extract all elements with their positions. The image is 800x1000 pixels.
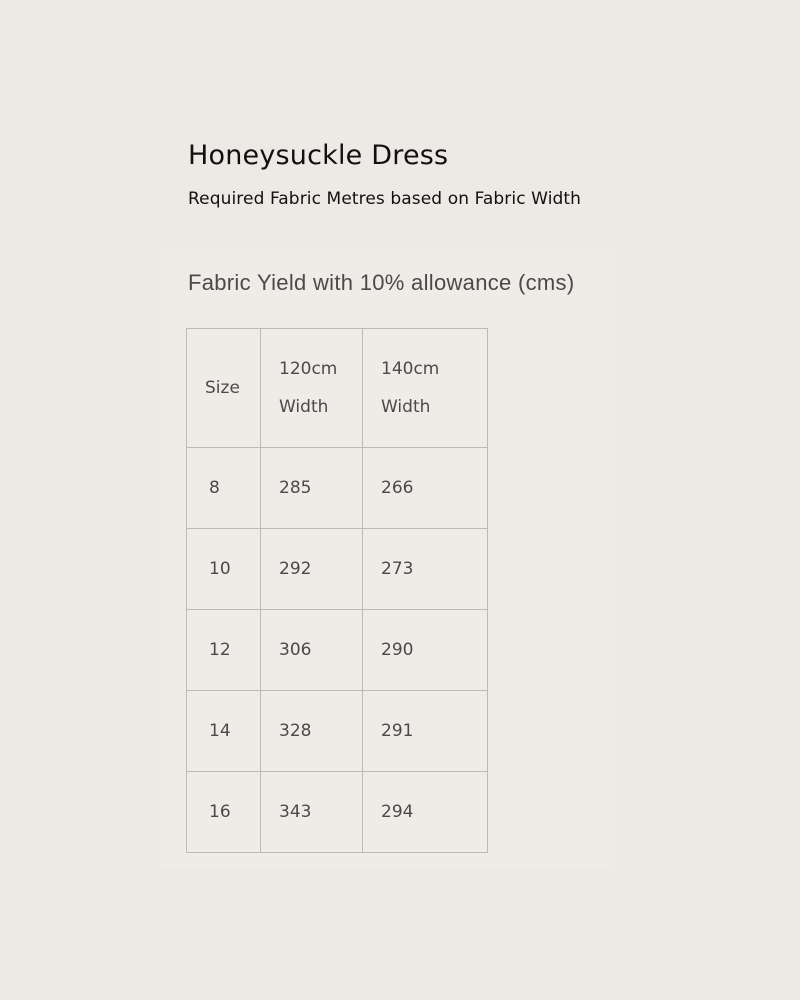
table-row (187, 448, 488, 529)
page-title: Honeysuckle Dress (188, 140, 449, 171)
table-caption: Fabric Yield with 10% allowance (cms) (188, 270, 575, 295)
table-header-row (187, 329, 488, 448)
cell-size: 12 (187, 610, 261, 691)
cell-120cm: 343 (261, 772, 363, 853)
cell-size: 8 (187, 448, 261, 529)
cell-size: 14 (187, 691, 261, 772)
table-row (187, 529, 488, 610)
column-header-size: Size (187, 329, 261, 448)
fabric-yield-table (186, 328, 488, 853)
cell-140cm: 290 (363, 610, 488, 691)
cell-140cm: 294 (363, 772, 488, 853)
cell-140cm: 291 (363, 691, 488, 772)
cell-size: 16 (187, 772, 261, 853)
cell-120cm: 285 (261, 448, 363, 529)
table-row (187, 691, 488, 772)
cell-120cm: 292 (261, 529, 363, 610)
column-header-140cm: 140cm Width (363, 329, 488, 448)
table-row (187, 610, 488, 691)
cell-120cm: 306 (261, 610, 363, 691)
column-header-120cm: 120cm Width (261, 329, 363, 448)
page-subtitle: Required Fabric Metres based on Fabric Width (188, 189, 582, 209)
cell-140cm: 273 (363, 529, 488, 610)
cell-120cm: 328 (261, 691, 363, 772)
cell-size: 10 (187, 529, 261, 610)
cell-140cm: 266 (363, 448, 488, 529)
table-row (187, 772, 488, 853)
